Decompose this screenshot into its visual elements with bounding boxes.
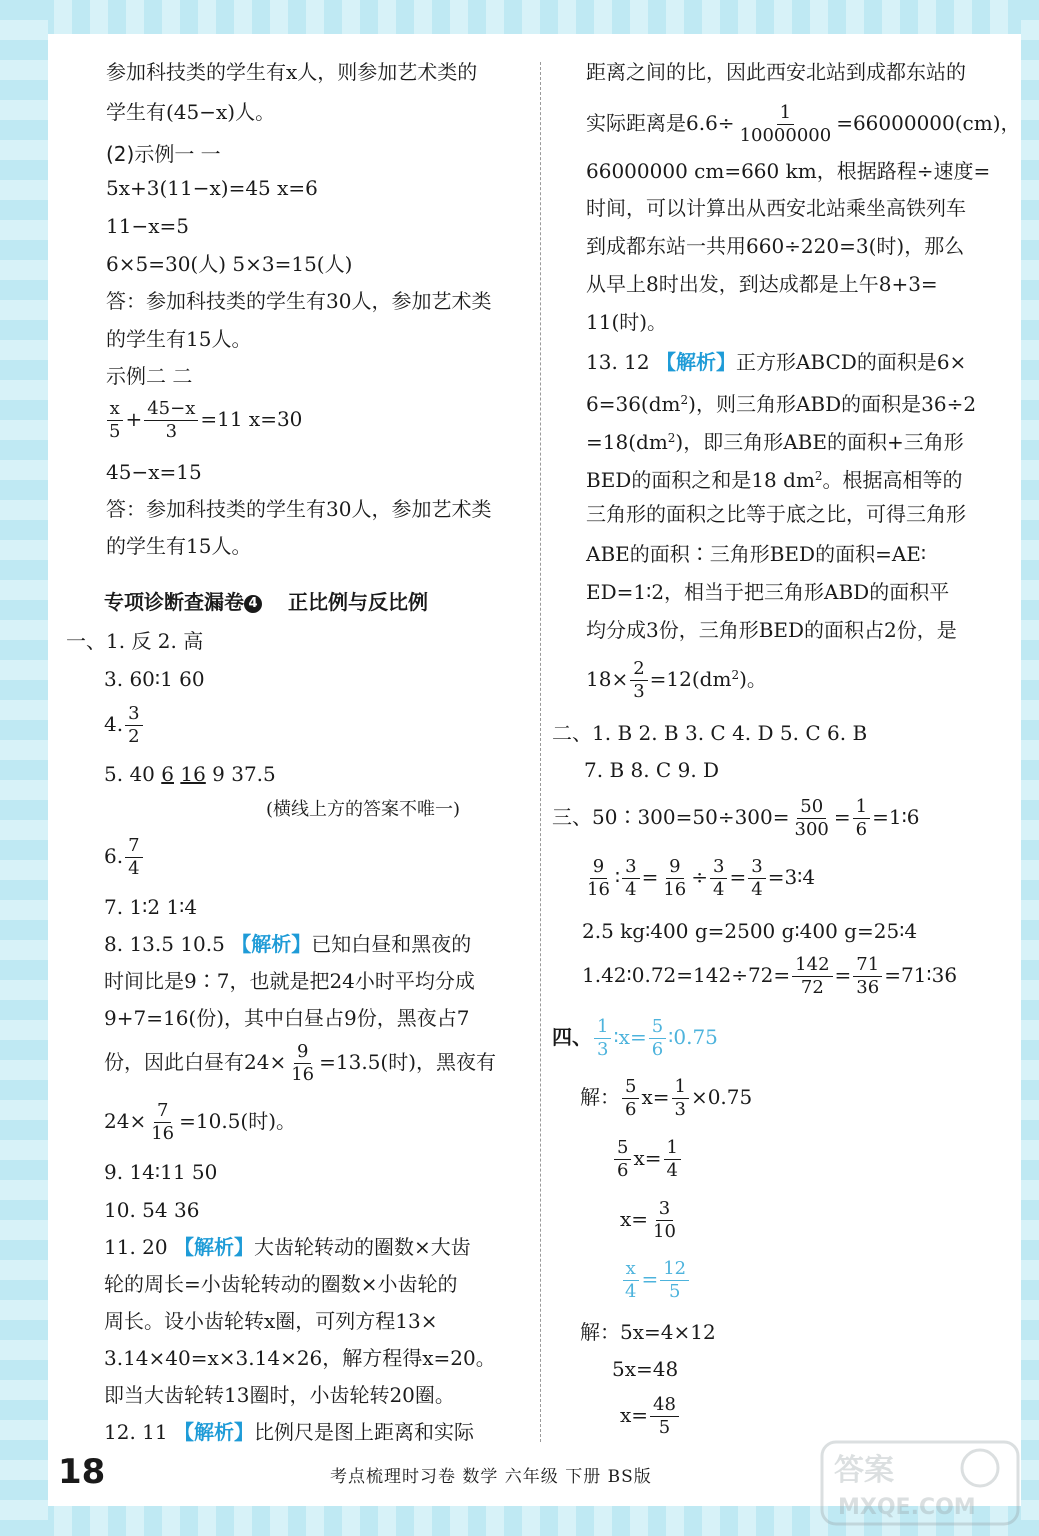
text-line: BED的面积之和是18 $dm^2$。根据高相等的 <box>586 468 963 492</box>
text-line: 份，因此白昼有24× $\frac{9}{16}$ =13.5(时)，黑夜有 <box>104 1041 497 1085</box>
text-line: 时间，可以计算出从西安北站乘坐高铁列车 <box>586 196 966 220</box>
page-number: 18 <box>58 1452 106 1492</box>
answer-q12: 12. 11 【解析】比例尺是图上距离和实际 <box>104 1420 474 1444</box>
proportion-problem: $\frac{x}{4}$ = $\frac{12}{5}$ <box>620 1258 691 1303</box>
text-line: 24× $\frac{7}{16}$ =10.5(时)。 <box>104 1100 297 1144</box>
example-one-label: (2)示例一 一 <box>106 142 221 166</box>
multiple-choice-answers: 二、1. B 2. B 3. C 4. D 5. C 6. B <box>552 721 868 745</box>
text-line: 周长。设小齿轮转x圈，可列方程13× <box>104 1309 438 1333</box>
answer-note: (横线上方的答案不唯一) <box>266 799 461 820</box>
answer-line: 的学生有15人。 <box>106 327 252 351</box>
svg-text:答案: 答案 <box>834 1453 894 1488</box>
analysis-tag: 【解析】 <box>173 1420 254 1444</box>
text-line: 三角形的面积之比等于底之比，可得三角形 <box>586 502 966 526</box>
answer-q11: 11. 20 【解析】大齿轮转动的圈数×大齿 <box>104 1235 471 1259</box>
example-two-label: 示例二 二 <box>106 364 193 388</box>
equation-line: 45−x=15 <box>106 460 202 484</box>
text-line: 3.14×40=x×3.14×26，解方程得x=20。 <box>104 1346 496 1370</box>
analysis-tag: 【解析】 <box>231 932 312 956</box>
proportion-problem: 四、 $\frac{1}{3}$ ∶x= $\frac{5}{6}$ ∶0.75 <box>552 1016 718 1060</box>
equation-line: 6×5=30(人) 5×3=15(人) <box>106 252 353 276</box>
solution-step: 解： $\frac{5}{6}$ x= $\frac{1}{3}$ ×0.75 <box>580 1076 753 1120</box>
answer-q13: 13. 12 【解析】正方形ABCD的面积是6× <box>586 350 967 374</box>
answer-q7: 7. 1∶2 1∶4 <box>104 895 198 919</box>
text-line: 66000000 cm=660 km，根据路程÷速度= <box>586 159 991 183</box>
fraction-equation: $\frac{x}{5}$ + $\frac{45-x}{3}$ =11 x=30 <box>104 398 302 443</box>
text-line: 距离之间的比，因此西安北站到成都东站的 <box>586 60 966 84</box>
analysis-tag: 【解析】 <box>655 350 736 374</box>
equation-line: 5x+3(11−x)=45 x=6 <box>106 176 318 200</box>
solution-step: 5x=48 <box>612 1357 679 1381</box>
solution-step: x= $\frac{3}{10}$ <box>620 1198 676 1242</box>
answer-q4: 4. $\frac{3}{2}$ <box>104 703 145 748</box>
section-heading: 专项诊断查漏卷 4 正比例与反比例 <box>104 590 428 614</box>
answer-q3: 3. 60∶1 60 <box>104 667 205 691</box>
answer-q8: 8. 13.5 10.5 【解析】已知白昼和黑夜的 <box>104 932 472 956</box>
footer-title: 考点梳理时习卷 数学 六年级 下册 BS版 <box>330 1467 652 1487</box>
answer-line: 答：参加科技类的学生有30人，参加艺术类 <box>106 497 492 521</box>
equation-line: 11−x=5 <box>106 214 189 238</box>
solution-step: $\frac{5}{6}$ x= $\frac{1}{4}$ <box>612 1137 683 1182</box>
text-line: 轮的周长=小齿轮转动的圈数×小齿轮的 <box>104 1272 458 1296</box>
column-divider <box>540 62 541 1442</box>
ratio-simplify: 三、50∶300=50÷300= $\frac{50}{300}$ = $\frac{1}{6}$ =1∶6 <box>552 796 920 840</box>
text-line: 从早上8时出发，到达成都是上午8+3= <box>586 272 938 296</box>
watermark-logo <box>820 1438 1020 1528</box>
text-line: 均分成3份，三角形BED的面积占2份，是 <box>586 618 957 642</box>
text-line: 实际距离是6.6÷ $\frac{1}{10000000}$ =66000000(cm)， <box>586 102 1021 146</box>
text-line: 18× $\frac{2}{3}$ $=12(dm^2)$。 <box>586 658 767 702</box>
answer-q1: 一、1. 反 2. 高 <box>66 629 204 653</box>
text-line: ABE的面积∶三角形BED的面积=AE∶ <box>586 542 927 566</box>
text-line: $6=36(dm^2)$，则三角形ABD的面积是36÷2 <box>586 392 977 416</box>
page-border-right <box>1021 0 1039 1536</box>
text-line: $=18(dm^2)$，即三角形ABE的面积+三角形 <box>586 430 964 454</box>
text-line: 参加科技类的学生有x人，则参加艺术类的 <box>106 60 478 84</box>
ratio-simplify: 2.5 kg∶400 g=2500 g∶400 g=25∶4 <box>582 919 918 943</box>
answer-line: 的学生有15人。 <box>106 534 252 558</box>
text-line: 到成都东站一共用660÷220=3(时)，那么 <box>586 234 965 258</box>
text-line: ED=1∶2，相当于把三角形ABD的面积平 <box>586 580 950 604</box>
answer-q5: 5. 40 6 16 9 37.5 <box>104 762 276 786</box>
answer-q6: 6. $\frac{7}{4}$ <box>104 835 145 880</box>
page-border-left <box>0 0 48 1536</box>
svg-text:MXQE.COM: MXQE.COM <box>838 1495 976 1520</box>
multiple-choice-answers: 7. B 8. C 9. D <box>584 758 720 782</box>
answer-line: 答：参加科技类的学生有30人，参加艺术类 <box>106 289 492 313</box>
answer-q9: 9. 14∶11 50 <box>104 1160 218 1184</box>
solution-step: 解：5x=4×12 <box>580 1320 716 1344</box>
ratio-simplify: $\frac{9}{16}$ ∶ $\frac{3}{4}$ = $\frac{9}{16}$ ÷ $\frac{3}{4}$ = $\frac{3}{4}$ =3∶4 <box>587 856 816 900</box>
answer-q10: 10. 54 36 <box>104 1198 200 1222</box>
text-line: 9+7=16(份)，其中白昼占9份，黑夜占7 <box>104 1006 470 1030</box>
text-line: 即当大齿轮转13圈时，小齿轮转20圈。 <box>104 1383 455 1407</box>
page-border-top <box>0 0 1039 34</box>
solution-step: x= $\frac{48}{5}$ <box>620 1394 681 1439</box>
text-line: 学生有(45−x)人。 <box>106 100 276 124</box>
ratio-simplify: 1.42∶0.72=142÷72= $\frac{142}{72}$ = $\frac{71}{36}$ =71∶36 <box>582 954 958 998</box>
text-line: 11(时)。 <box>586 310 668 334</box>
analysis-tag: 【解析】 <box>173 1235 254 1259</box>
text-line: 时间比是9∶7，也就是把24小时平均分成 <box>104 969 475 993</box>
